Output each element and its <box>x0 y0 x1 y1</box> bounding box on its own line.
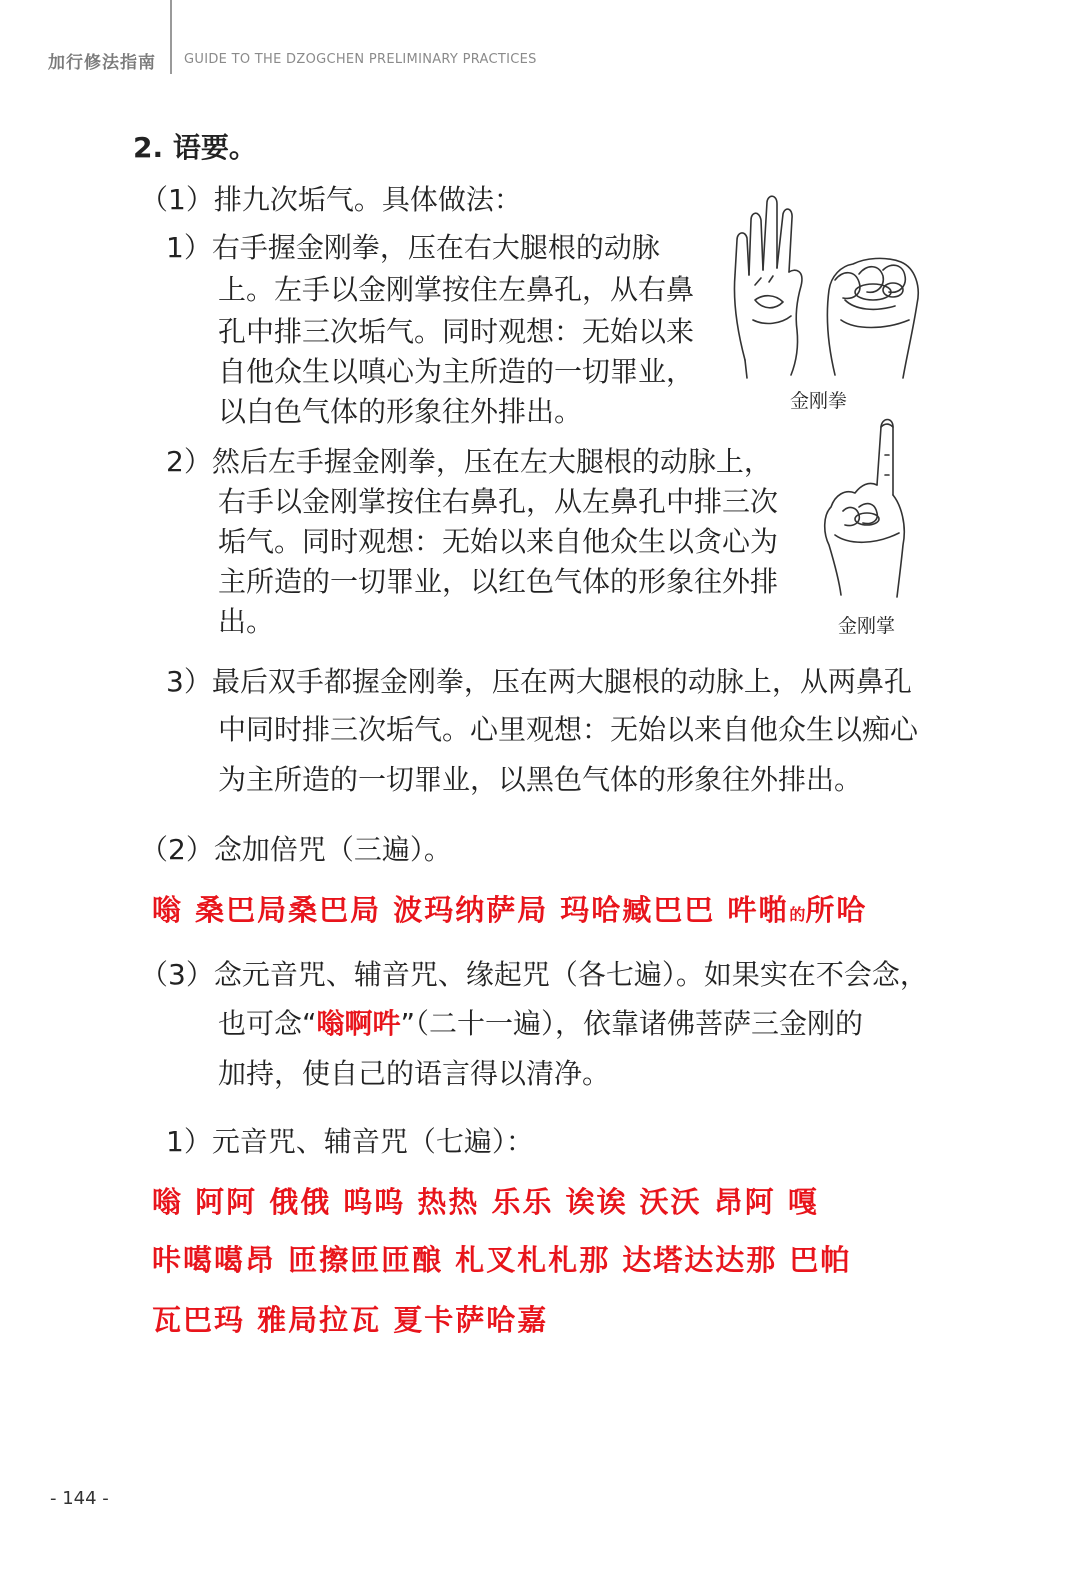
item1-sub2-line: 2）然后左手握金刚拳，压在左大腿根的动脉上， <box>166 445 772 478</box>
vowel-consonant-mantra-line: 瓦巴玛 雅局拉瓦 夏卡萨哈嘉 <box>152 1303 549 1337</box>
header-divider <box>170 0 172 74</box>
mantra-small-char: 的 <box>789 905 806 924</box>
item1-sub1-line: 自他众生以嗔心为主所造的一切罪业， <box>218 355 695 388</box>
hundred-syllable-mantra <box>152 888 867 929</box>
item1-sub2-line: 主所造的一切罪业，以红色气体的形象往外排 <box>218 565 779 598</box>
item1-sub2-line: 垢气。同时观想：无始以来自他众生以贪心为 <box>218 525 779 558</box>
item1-heading: （1）排九次垢气。具体做法： <box>140 183 522 216</box>
om-ah-hum-mantra: 嗡啊吽 <box>316 1007 401 1040</box>
item1-sub2-line: 右手以金刚掌按住右鼻孔，从左鼻孔中排三次 <box>218 485 779 518</box>
item1-sub3-line: 为主所造的一切罪业，以黑色气体的形象往外排出。 <box>218 763 863 796</box>
item1-sub1-line: 以白色气体的形象往外排出。 <box>218 395 583 428</box>
running-header-chinese: 加行修法指南 <box>48 53 156 73</box>
item1-sub2-line: 出。 <box>218 605 275 638</box>
vowel-consonant-mantra-line: 嗡 阿阿 俄俄 呜呜 热热 乐乐 诶诶 沃沃 昂阿 嘎 <box>152 1185 819 1219</box>
vajra-palm-illustration <box>815 415 915 600</box>
item3-line2-post: ”（二十一遍），依靠诸佛菩萨三金刚的 <box>400 1007 864 1040</box>
item1-sub1-line: 孔中排三次垢气。同时观想：无始以来 <box>218 315 695 348</box>
item3-line: 加持，使自己的语言得以清净。 <box>218 1057 611 1090</box>
section-title: 2. 语要。 <box>133 131 257 164</box>
page-number: - 144 - <box>50 1488 109 1509</box>
mantra-end: 所哈 <box>805 893 868 927</box>
fist-caption: 金刚拳 <box>790 390 848 412</box>
item3-line <box>218 1004 863 1044</box>
item3-line2-pre: 也可念“ <box>218 1007 317 1040</box>
mantra-main: 嗡 桑巴局桑巴局 波玛纳萨局 玛哈臧巴巴 吽啪 <box>152 893 790 927</box>
item3-sub1-heading: 1）元音咒、辅音咒（七遍）： <box>166 1125 534 1158</box>
item1-sub1-line: 上。左手以金刚掌按住左鼻孔，从右鼻 <box>218 273 695 306</box>
vajra-fist-illustration <box>725 190 925 385</box>
vowel-consonant-mantra-line: 咔噶噶昂 匝擦匝匝酿 札叉札札那 达塔达达那 巴帕 <box>152 1243 852 1277</box>
running-header-english: GUIDE TO THE DZOGCHEN PRELIMINARY PRACTICES <box>184 52 537 67</box>
item1-sub3-line: 中同时排三次垢气。心里观想：无始以来自他众生以痴心 <box>218 713 919 746</box>
item2-heading: （2）念加倍咒（三遍）。 <box>140 833 452 866</box>
item3-line: （3）念元音咒、辅音咒、缘起咒（各七遍）。如果实在不会念， <box>140 958 928 991</box>
item1-sub1-line: 1）右手握金刚拳，压在右大腿根的动脉 <box>166 231 660 264</box>
palm-caption: 金刚掌 <box>838 615 896 637</box>
item1-sub3-line: 3）最后双手都握金刚拳，压在两大腿根的动脉上，从两鼻孔 <box>166 665 912 698</box>
